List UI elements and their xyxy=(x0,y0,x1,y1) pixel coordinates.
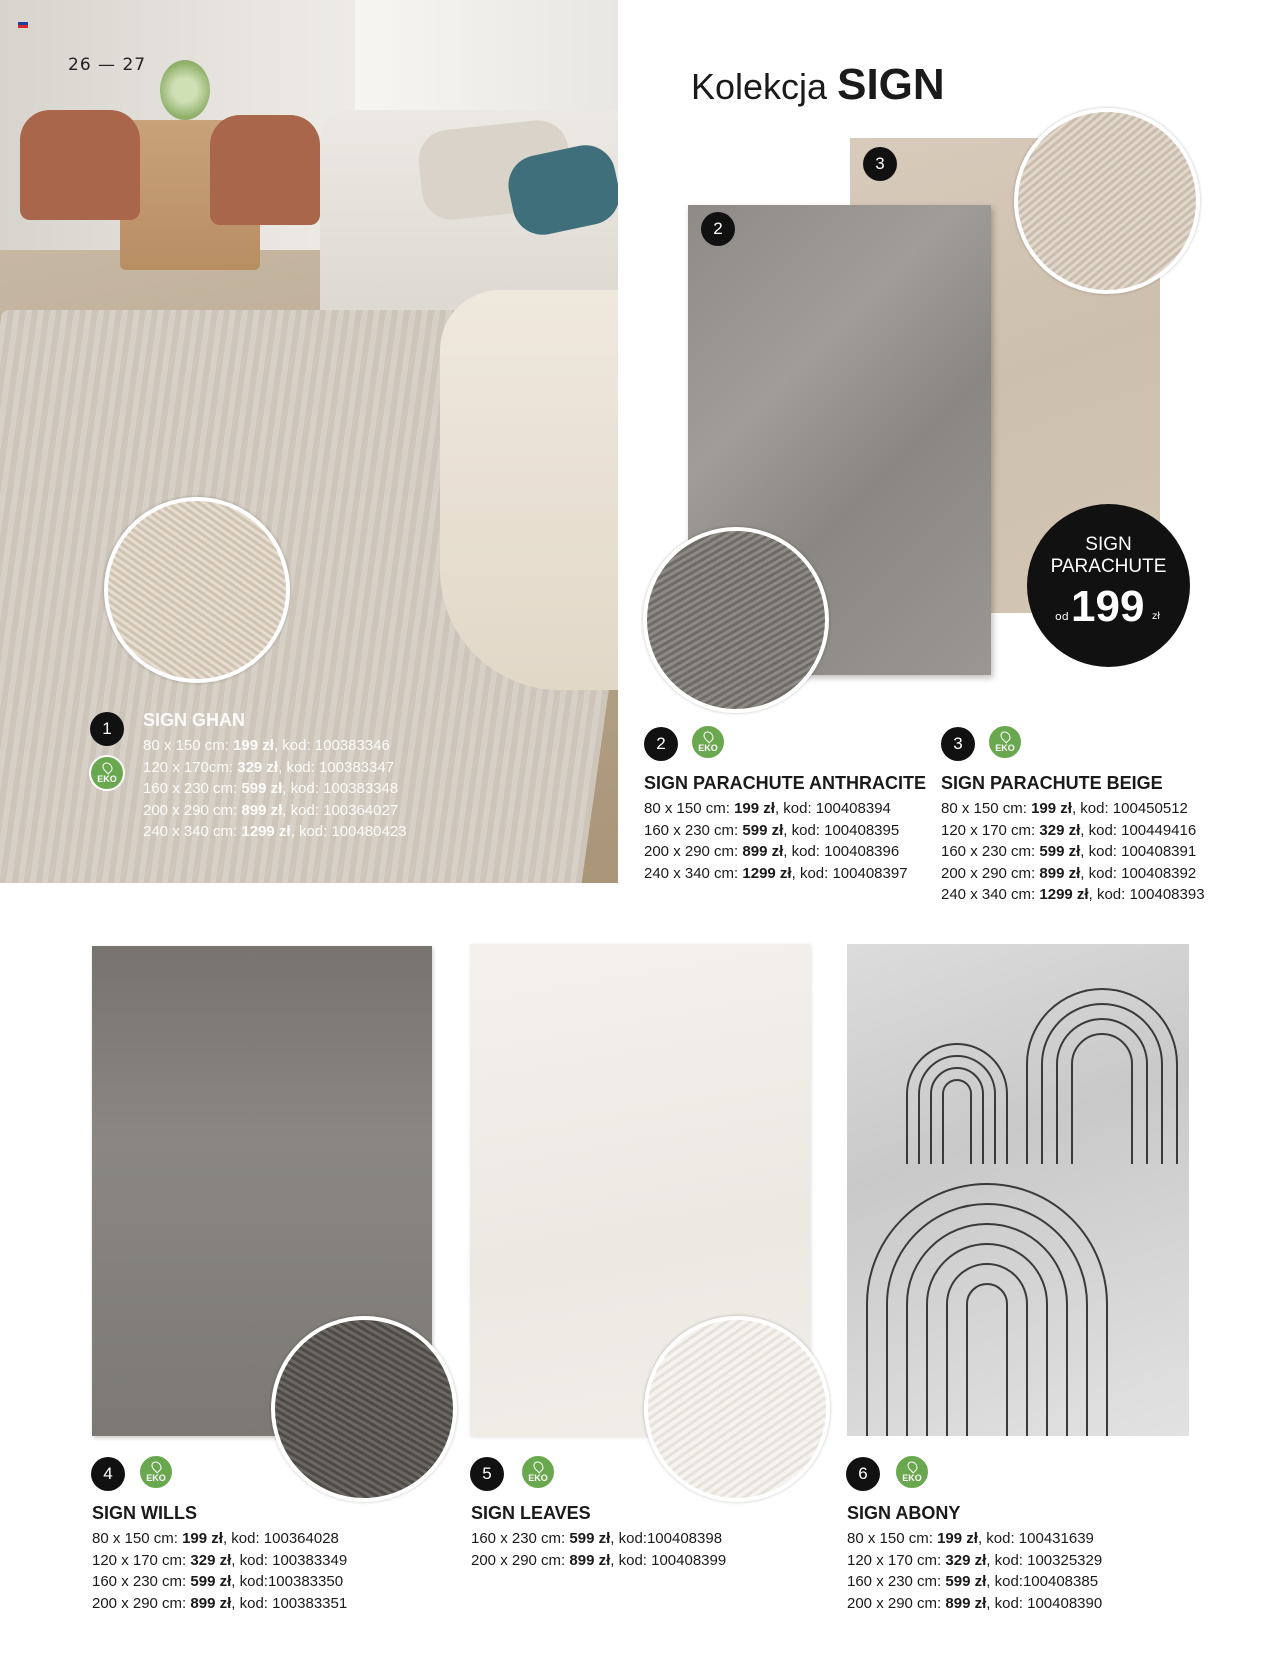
variant-size: 120 x 170cm: xyxy=(143,758,234,776)
product-name-4: SIGN WILLS xyxy=(92,1503,197,1523)
variant-line xyxy=(143,821,407,843)
variant-price: 599 zł xyxy=(945,1573,987,1591)
variant-size: 200 x 290 cm: xyxy=(847,1594,942,1612)
product-variants-5 xyxy=(471,1528,726,1571)
variant-price: 329 zł xyxy=(190,1551,232,1569)
variant-code: , kod: 100408391 xyxy=(1080,843,1197,861)
variant-size: 200 x 290 cm: xyxy=(92,1594,187,1612)
variant-code: , kod:100408385 xyxy=(986,1573,1099,1591)
texture-zoom-1 xyxy=(104,497,290,683)
product-name-3: SIGN PARACHUTE BEIGE xyxy=(941,773,1163,793)
product-name-1: SIGN GHAN xyxy=(143,710,246,730)
page-numbers: 26 — 27 xyxy=(68,55,147,75)
product-number-2: 2 xyxy=(644,727,678,761)
variant-code: , kod: 100449416 xyxy=(1080,821,1197,839)
variant-code: , kod: 100383346 xyxy=(273,737,390,754)
variant-price: 599 zł xyxy=(1039,843,1081,861)
variant-size: 160 x 230 cm: xyxy=(471,1530,566,1547)
variant-price: 199 zł xyxy=(182,1530,223,1547)
variant-line xyxy=(941,820,1205,842)
rug-sign-abony xyxy=(847,944,1189,1436)
photo-throw-blanket xyxy=(440,290,618,690)
variant-size: 160 x 230 cm: xyxy=(143,780,238,798)
variant-price: 899 zł xyxy=(1039,864,1081,882)
variant-price: 329 zł xyxy=(237,758,279,776)
variant-size: 120 x 170 cm: xyxy=(847,1551,942,1569)
variant-line xyxy=(644,798,908,820)
product-variants-1 xyxy=(143,735,407,843)
variant-size: 120 x 170 cm: xyxy=(92,1551,187,1569)
variant-line xyxy=(92,1571,347,1593)
variant-line xyxy=(847,1593,1102,1615)
price-badge-prefix: od xyxy=(1055,610,1069,623)
variant-size: 160 x 230 cm: xyxy=(644,821,739,839)
variant-size: 200 x 290 cm: xyxy=(471,1551,566,1569)
variant-line xyxy=(847,1571,1102,1593)
price-badge-name: SIGN PARACHUTE xyxy=(1050,534,1167,577)
texture-zoom-5 xyxy=(644,1316,830,1502)
product-variants-6 xyxy=(847,1528,1102,1614)
product-variants-4 xyxy=(92,1528,347,1614)
variant-size: 80 x 150 cm: xyxy=(92,1530,178,1547)
variant-price: 199 zł xyxy=(937,1530,978,1547)
variant-size: 240 x 340 cm: xyxy=(143,823,238,841)
variant-size: 160 x 230 cm: xyxy=(847,1573,942,1591)
variant-line xyxy=(143,800,407,822)
variant-line xyxy=(471,1550,726,1572)
product-number-3: 3 xyxy=(941,727,975,761)
product-name-6: SIGN ABONY xyxy=(847,1503,961,1523)
variant-price: 199 zł xyxy=(1031,800,1072,817)
variant-line xyxy=(847,1550,1102,1572)
product-number-1: 1 xyxy=(90,712,124,746)
variant-code: , kod: 100408394 xyxy=(774,800,891,817)
photo-chair xyxy=(210,115,320,225)
eko-badge-icon: EKO xyxy=(987,724,1023,760)
texture-zoom-3 xyxy=(1014,108,1200,294)
variant-code: , kod: 100364028 xyxy=(222,1530,339,1547)
variant-code: , kod: 100383351 xyxy=(231,1594,348,1612)
collection-label: Kolekcja xyxy=(691,66,828,107)
eko-badge-icon: EKO xyxy=(89,755,125,791)
variant-size: 160 x 230 cm: xyxy=(92,1573,187,1591)
product-name-2: SIGN PARACHUTE ANTHRACITE xyxy=(644,773,926,793)
flag-icon xyxy=(18,22,28,28)
variant-line xyxy=(941,841,1205,863)
collection-title xyxy=(691,60,945,110)
eko-badge-icon: EKO xyxy=(520,1454,556,1490)
variant-size: 240 x 340 cm: xyxy=(941,886,1036,904)
abony-arch-pattern xyxy=(847,944,1189,1436)
variant-code: , kod: 100364027 xyxy=(282,801,399,819)
variant-line xyxy=(92,1593,347,1615)
variant-size: 80 x 150 cm: xyxy=(143,737,229,754)
eko-badge-icon: EKO xyxy=(690,724,726,760)
variant-code: , kod: 100408390 xyxy=(986,1594,1103,1612)
variant-line xyxy=(143,778,407,800)
variant-code: , kod: 100383349 xyxy=(231,1551,348,1569)
variant-line xyxy=(847,1528,1102,1550)
variant-size: 160 x 230 cm: xyxy=(941,843,1036,861)
rug-number-2: 2 xyxy=(701,212,735,246)
variant-code: , kod: 100383348 xyxy=(282,780,399,798)
variant-code: , kod: 100408397 xyxy=(791,864,908,882)
variant-code: , kod:100383350 xyxy=(231,1573,344,1591)
variant-code: , kod: 100408395 xyxy=(783,821,900,839)
product-number-5: 5 xyxy=(470,1457,504,1491)
rug-number-3: 3 xyxy=(863,147,897,181)
variant-price: 1299 zł xyxy=(241,823,291,841)
variant-line xyxy=(143,735,407,757)
variant-price: 599 zł xyxy=(190,1573,232,1591)
variant-size: 80 x 150 cm: xyxy=(644,800,730,817)
photo-flowers xyxy=(160,60,210,120)
price-badge-value: 199 xyxy=(1071,582,1145,631)
texture-zoom-4 xyxy=(271,1316,457,1502)
product-variants-2 xyxy=(644,798,908,884)
variant-size: 80 x 150 cm: xyxy=(941,800,1027,817)
variant-size: 200 x 290 cm: xyxy=(143,801,238,819)
variant-price: 899 zł xyxy=(569,1551,611,1569)
variant-code: , kod: 100450512 xyxy=(1071,800,1188,817)
variant-code: , kod: 100408396 xyxy=(783,843,900,861)
variant-price: 599 zł xyxy=(742,821,784,839)
variant-price: 329 zł xyxy=(1039,821,1081,839)
variant-line xyxy=(941,863,1205,885)
variant-price: 599 zł xyxy=(569,1530,611,1547)
price-badge-currency: zł xyxy=(1152,611,1161,622)
variant-line xyxy=(941,884,1205,906)
variant-code: , kod: 100408393 xyxy=(1088,886,1205,904)
variant-line xyxy=(471,1528,726,1550)
variant-size: 240 x 340 cm: xyxy=(644,864,739,882)
variant-line xyxy=(92,1550,347,1572)
eko-badge-icon: EKO xyxy=(138,1454,174,1490)
variant-price: 329 zł xyxy=(945,1551,987,1569)
variant-line xyxy=(92,1528,347,1550)
variant-code: , kod: 100408392 xyxy=(1080,864,1197,882)
variant-size: 120 x 170 cm: xyxy=(941,821,1036,839)
variant-size: 200 x 290 cm: xyxy=(941,864,1036,882)
variant-line xyxy=(143,757,407,779)
variant-code: , kod:100408398 xyxy=(610,1530,723,1547)
collection-name: SIGN xyxy=(837,60,945,109)
variant-price: 899 zł xyxy=(241,801,283,819)
variant-code: , kod: 100408399 xyxy=(610,1551,727,1569)
variant-code: , kod: 100383347 xyxy=(278,758,395,776)
variant-price: 199 zł xyxy=(233,737,274,754)
variant-size: 80 x 150 cm: xyxy=(847,1530,933,1547)
variant-size: 200 x 290 cm: xyxy=(644,843,739,861)
product-variants-3 xyxy=(941,798,1205,906)
variant-code: , kod: 100325329 xyxy=(986,1551,1103,1569)
variant-code: , kod: 100480423 xyxy=(290,823,407,841)
price-badge xyxy=(1027,504,1190,667)
variant-line xyxy=(644,863,908,885)
variant-line xyxy=(644,841,908,863)
variant-line xyxy=(644,820,908,842)
variant-price: 199 zł xyxy=(734,800,775,817)
product-number-6: 6 xyxy=(846,1457,880,1491)
texture-zoom-2 xyxy=(643,527,829,713)
variant-price: 1299 zł xyxy=(742,864,792,882)
variant-price: 899 zł xyxy=(945,1594,987,1612)
variant-price: 899 zł xyxy=(742,843,784,861)
variant-price: 899 zł xyxy=(190,1594,232,1612)
variant-code: , kod: 100431639 xyxy=(977,1530,1094,1547)
eko-badge-icon: EKO xyxy=(894,1454,930,1490)
photo-chair xyxy=(20,110,140,220)
variant-price: 1299 zł xyxy=(1039,886,1089,904)
product-number-4: 4 xyxy=(91,1457,125,1491)
variant-price: 599 zł xyxy=(241,780,283,798)
variant-line xyxy=(941,798,1205,820)
product-name-5: SIGN LEAVES xyxy=(471,1503,591,1523)
